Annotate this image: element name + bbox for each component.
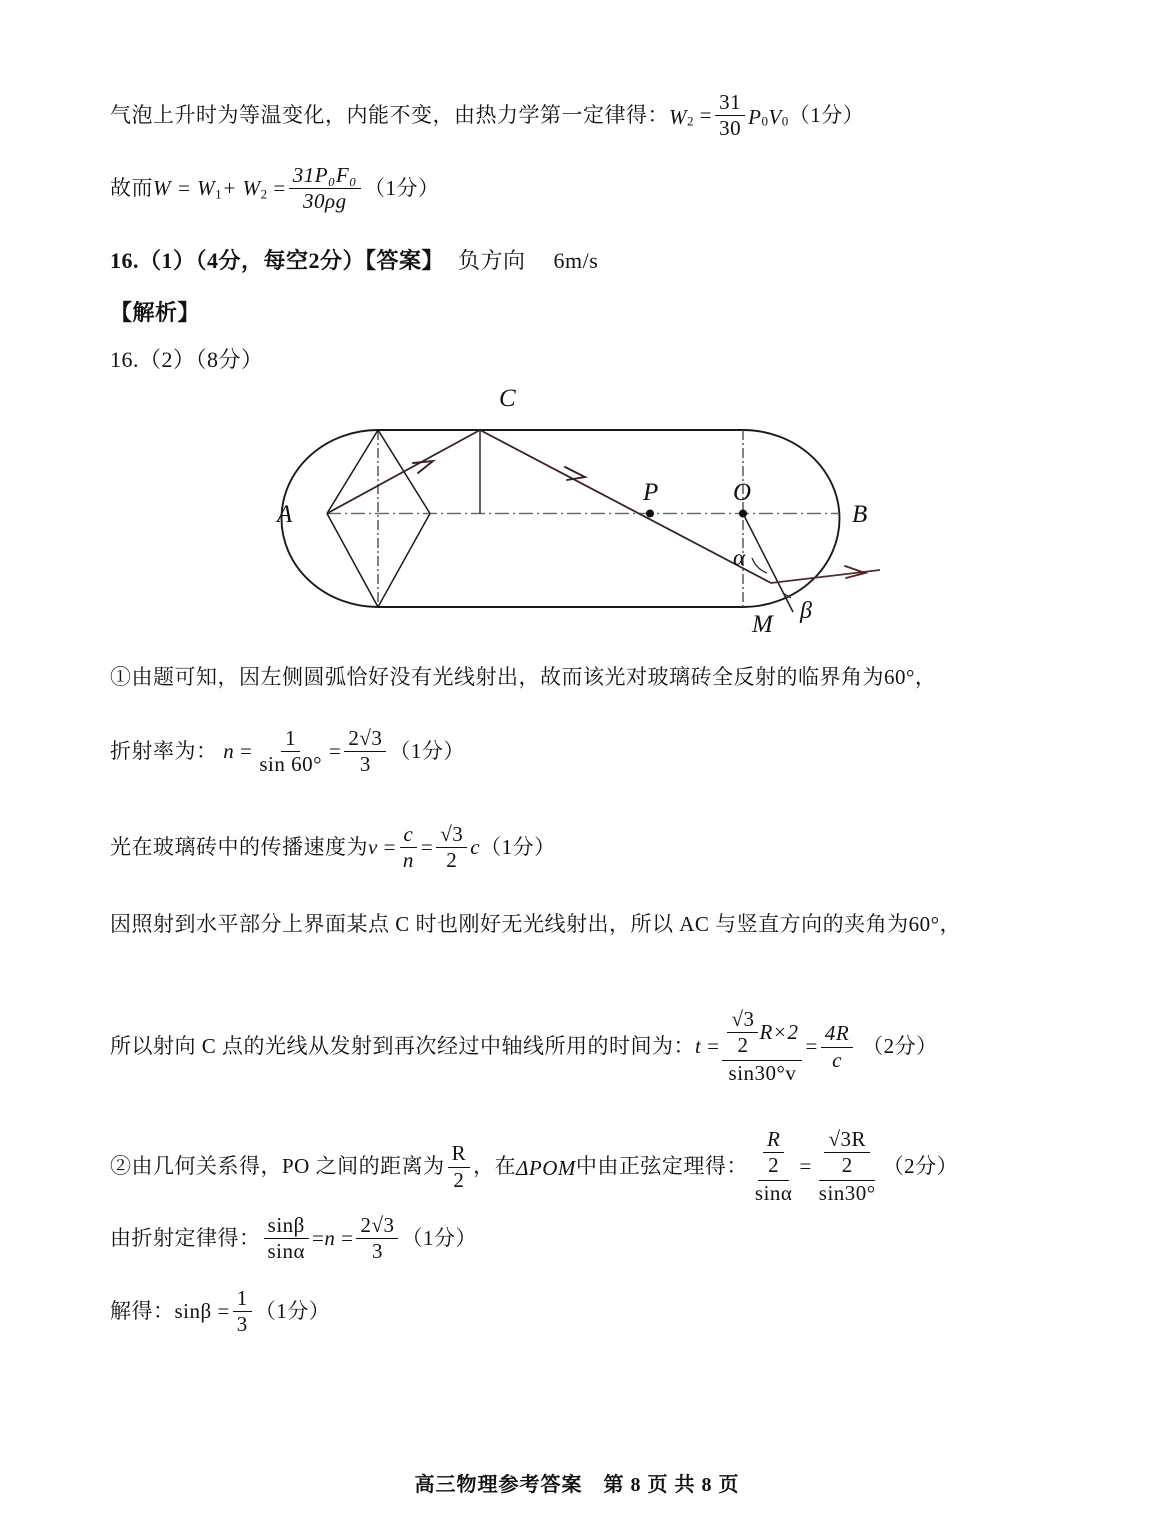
fraction-denominator: sinα (754, 1180, 793, 1205)
fraction-numerator (819, 1126, 875, 1181)
fraction-denominator: 3 (236, 1312, 248, 1337)
inner-fraction-root3-2 (727, 1008, 758, 1058)
answer-speed: 6m/s (553, 248, 599, 273)
fraction-denominator: sin30° (818, 1180, 876, 1205)
paragraph-7-score: （1分） (401, 1225, 477, 1250)
paragraph-6-mid2: 中由正弦定理得： (575, 1154, 748, 1179)
formula-var-c: c (470, 834, 481, 859)
line1-text: 气泡上升时为等温变化，内能不变，由热力学第一定律得： (110, 102, 669, 127)
sine-rule-formula (748, 1126, 883, 1207)
fraction-work (289, 164, 361, 214)
fraction-numerator (722, 1006, 802, 1061)
paragraph-6-mid: ，在 (473, 1154, 517, 1179)
formula-var-n: n (324, 1225, 336, 1250)
analysis-label (110, 300, 200, 325)
analysis-label-text: 【解析】 (110, 300, 201, 325)
label-C: C (499, 385, 516, 412)
angle-alpha-arc (752, 558, 767, 573)
fraction-31-30 (715, 91, 745, 141)
paragraph-6-prefix: ②由几何关系得，PO 之间的距离为 (110, 1154, 445, 1179)
fraction-sine-right (815, 1126, 880, 1206)
paragraph-4-text: 因照射到水平部分上界面某点 C 时也刚好无光线射出，所以 AC 与竖直方向的夹角为60°， (110, 912, 962, 936)
paragraph-2-score: （1分） (389, 738, 465, 763)
ray-arrow-2 (565, 467, 585, 480)
inner-fraction-R-2 (763, 1128, 784, 1178)
formula-var-n: n (223, 738, 235, 763)
fraction-numerator: √3 (727, 1008, 758, 1034)
refraction-law-label: 由折射定律得： (110, 1225, 261, 1250)
formula-sub: 2 (260, 186, 268, 202)
formula-equals: = (805, 1034, 818, 1059)
fraction-1-sin60 (255, 727, 326, 777)
fraction-time (722, 1006, 802, 1086)
label-P: P (643, 479, 659, 506)
paragraph-4 (110, 912, 961, 936)
fraction-numerator: 2√3 (344, 727, 386, 753)
ray-arrow-1 (413, 461, 433, 473)
question-16-1 (110, 248, 598, 273)
footer-text: 高三物理参考答案 第 8 页 共 8 页 (414, 1474, 740, 1496)
time-label: 所以射向 C 点的光线从发射到再次经过中轴线所用的时间为： (110, 1034, 696, 1059)
paragraph-1-text: ①由题可知，因左侧圆弧恰好没有光线射出，故而该光对玻璃砖全反射的临界角为60°， (110, 665, 937, 689)
time-formula (695, 1006, 856, 1087)
capsule-outline (282, 430, 840, 607)
fraction-denominator: sinα (267, 1239, 306, 1264)
question-16-2 (110, 347, 264, 372)
paragraph-7 (110, 1212, 477, 1265)
formula-var-V: V (768, 104, 782, 129)
paragraph-line-2 (110, 162, 440, 215)
paragraph-6 (110, 1126, 959, 1207)
fraction-numerator: c (400, 823, 418, 849)
fraction-denominator: n (402, 848, 414, 873)
label-A: A (277, 501, 293, 528)
fraction-numerator (758, 1126, 789, 1181)
formula-var-P: P (748, 104, 762, 129)
fraction-denominator: sin30°v (728, 1060, 797, 1085)
line2-formula (153, 162, 364, 215)
optics-diagram-svg (255, 380, 895, 640)
fraction-denominator: 2 (737, 1033, 749, 1058)
inner-fraction-root3R-2 (824, 1128, 870, 1178)
fraction-numerator: √3R (824, 1128, 870, 1154)
formula-sub: 0 (761, 113, 769, 129)
formula-equals: = (799, 1154, 812, 1179)
paragraph-2 (110, 725, 465, 778)
solution-formula (174, 1285, 255, 1338)
formula-sub: 1 (215, 186, 223, 202)
incident-ray-AC (327, 430, 480, 514)
fraction-denominator: 30 (719, 116, 742, 141)
formula-equals: = (312, 1225, 325, 1250)
fraction-numerator: R (448, 1142, 471, 1168)
formula-equals: = (699, 102, 713, 127)
point-O (739, 510, 747, 518)
fraction-numerator: 1 (281, 727, 300, 753)
formula-equals: = (240, 738, 253, 763)
fraction-numerator: 4R (821, 1022, 853, 1048)
question-16-2-label: 16.（2）（8分） (110, 347, 264, 372)
formula-equals: = (273, 175, 286, 200)
page-footer (0, 1468, 1154, 1497)
fraction-numerator: 31P₀F₀ (289, 164, 361, 190)
formula-equals: = (383, 834, 396, 859)
fraction-root3-2 (436, 823, 467, 873)
formula-plus-W: + W (222, 175, 261, 200)
point-P (646, 510, 654, 518)
fraction-sinb-sina (264, 1214, 310, 1264)
line1-formula (669, 89, 789, 142)
fraction-denominator: 3 (359, 752, 371, 777)
paragraph-3 (110, 821, 556, 874)
question-16-1-label: 16.（1）（4分，每空2分）【答案】 (110, 248, 445, 273)
paragraph-1 (110, 665, 936, 689)
numerator-tail: R×2 (759, 1019, 799, 1044)
formula-var-v: v (368, 834, 378, 859)
paragraph-5 (110, 1006, 938, 1087)
paragraph-6-score: （2分） (882, 1154, 959, 1179)
fraction-c-n (399, 823, 418, 873)
fraction-2root3-3 (344, 727, 386, 777)
paragraph-5-score: （2分） (862, 1034, 938, 1059)
refractive-index-formula (223, 725, 389, 778)
line1-score: （1分） (788, 102, 865, 127)
speed-label: 光在玻璃砖中的传播速度为 (110, 834, 368, 859)
refraction-law-formula (261, 1212, 402, 1265)
normal-at-M (743, 514, 793, 613)
fraction-denominator: sin 60° (259, 752, 322, 777)
paragraph-8 (110, 1285, 331, 1338)
line2-prefix: 故而 (110, 175, 153, 200)
optics-diagram (255, 380, 895, 640)
fraction-denominator: 3 (371, 1239, 383, 1264)
ray-arrow-3 (845, 566, 865, 578)
refractive-index-label: 折射率为： (110, 738, 218, 763)
fraction-numerator: R (763, 1128, 784, 1154)
sin-beta: sinβ (174, 1298, 212, 1323)
fraction-denominator: 2 (446, 848, 458, 873)
fraction-R-2 (448, 1142, 471, 1192)
speed-formula (368, 821, 481, 874)
label-M: M (752, 611, 773, 638)
formula-equals: = (341, 1225, 354, 1250)
fraction-sine-left (751, 1126, 797, 1206)
formula-var-t: t (695, 1034, 702, 1059)
fraction-1-3 (233, 1287, 252, 1337)
label-B: B (852, 501, 868, 528)
formula-equals: = (420, 834, 434, 859)
fraction-4R-c (821, 1022, 853, 1072)
label-alpha: α (733, 545, 746, 570)
formula-W-eq: W = W (153, 175, 216, 200)
line2-score: （1分） (363, 175, 440, 200)
fraction-numerator: 2√3 (356, 1214, 398, 1240)
formula-var-W: W (669, 104, 687, 129)
fraction-denominator: 2 (841, 1153, 853, 1178)
formula-sub: 0 (781, 113, 789, 129)
paragraph-8-score: （1分） (254, 1298, 331, 1323)
fraction-denominator: c (832, 1047, 842, 1072)
solution-label: 解得： (110, 1298, 175, 1323)
paragraph-line-1 (110, 89, 865, 142)
fraction-denominator: 2 (768, 1153, 780, 1178)
formula-equals: = (707, 1034, 720, 1059)
fraction-numerator: √3 (436, 823, 467, 849)
fraction-2root3-3 (356, 1214, 398, 1264)
triangle-POM: ΔPOM (516, 1156, 576, 1181)
label-O: O (733, 479, 752, 506)
formula-equals: = (217, 1298, 230, 1323)
label-beta: β (800, 598, 812, 624)
fraction-numerator: sinβ (264, 1214, 309, 1240)
fraction-numerator: 31 (715, 91, 745, 117)
answer-direction: 负方向 (458, 248, 526, 273)
fraction-denominator: 2 (453, 1167, 465, 1192)
paragraph-3-score: （1分） (480, 834, 556, 859)
formula-sub: 2 (687, 113, 695, 129)
fraction-denominator: 30ρg (303, 189, 347, 214)
reflected-ray-CM (480, 430, 771, 583)
formula-equals: = (329, 738, 342, 763)
fraction-numerator: 1 (233, 1287, 252, 1313)
